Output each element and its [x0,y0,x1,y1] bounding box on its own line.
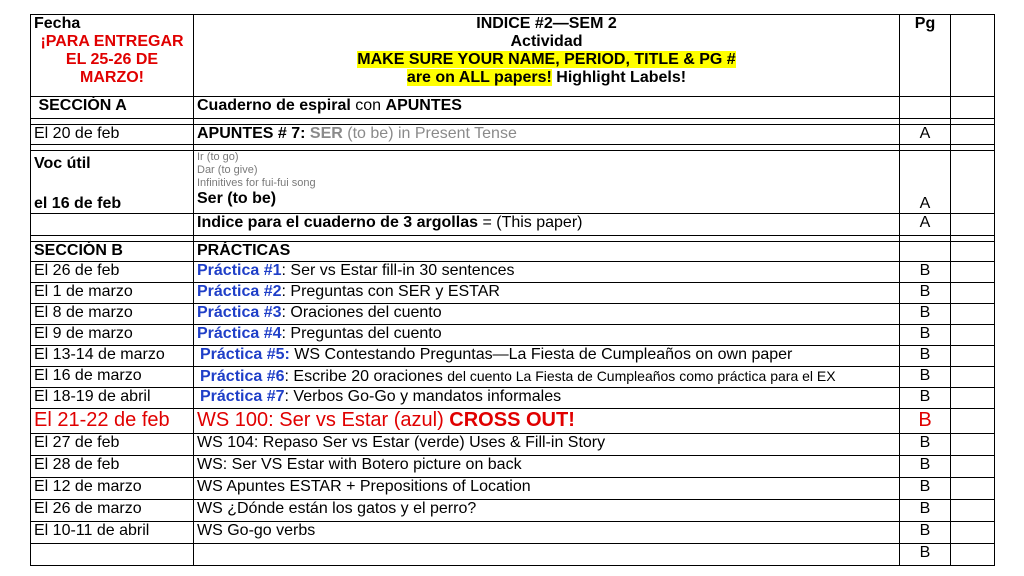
worksheet-pg: B [900,434,951,456]
worksheet-desc: WS 104: Repaso Ser vs Estar (verde) Uses & Fill-in Story [194,434,900,456]
worksheet-date: El 28 de feb [31,456,194,478]
voc-cell [31,151,194,214]
practica-date: El 9 de marzo [31,325,194,346]
indice-pg: A [900,214,951,236]
practica-desc [194,304,900,325]
worksheet-pg: B [900,456,951,478]
instructions-tail: Highlight Labels! [551,69,687,86]
practica-desc [194,346,900,367]
practica-text: : Oraciones del cuento [281,304,442,321]
practica-row [31,262,995,283]
practica-date: El 13-14 de marzo [31,346,194,367]
activity-header-cell [194,15,900,97]
worksheet-row [31,500,995,522]
pg-header-cell: Pg [900,15,951,97]
cross-out-row [31,409,995,434]
practica-text: : Escribe 20 oraciones [284,368,448,385]
practica-desc [194,262,900,283]
header-row [31,15,995,97]
deadline-line-2: EL 25-26 DE [65,51,159,68]
instructions-line-2 [197,69,896,87]
practica-label: Práctica #2 [197,283,282,300]
section-a-label: SECCIÓN A [31,97,194,119]
section-a-row [31,97,995,119]
practica-text-small: del cuento La Fiesta de Cumpleaños como práctica para el EX [447,368,836,384]
cross-out-text: WS 100: Ser vs Estar (azul) [197,409,450,431]
section-b-row [31,242,995,262]
voc-main: Ser (to be) [197,190,277,207]
cross-out-desc [194,409,900,434]
voc-desc [194,151,900,214]
voc-small-3: Infinitives for fui-fui song [197,177,316,189]
instructions-line-1 [197,51,896,69]
worksheet-desc [194,544,900,566]
practica-desc [194,283,900,304]
practica-label: Práctica #3 [197,304,282,321]
practica-date: El 26 de feb [31,262,194,283]
deadline-line-3: MARZO! [80,69,144,86]
voc-date: el 16 de feb [34,195,122,212]
worksheet-desc: WS Apuntes ESTAR + Prepositions of Location [194,478,900,500]
practica-label: Práctica #1 [197,262,282,279]
practica-row [31,367,995,388]
voc-pg: A [900,151,951,214]
voc-label: Voc útil [34,155,91,172]
worksheet-desc: WS Go-go verbs [194,522,900,544]
instructions-highlight-1: MAKE SURE YOUR NAME, PERIOD, TITLE & PG # [357,51,736,68]
practica-pg: B [900,346,951,367]
worksheet-date: El 10-11 de abril [31,522,194,544]
worksheet-desc: WS ¿Dónde están los gatos y el perro? [194,500,900,522]
worksheet-row [31,478,995,500]
worksheet-row [31,544,995,566]
practica-desc [194,367,900,388]
worksheet-pg: B [900,544,951,566]
practica-pg: B [900,367,951,388]
practica-row [31,325,995,346]
worksheet-row [31,456,995,478]
worksheet-desc: WS: Ser VS Estar with Botero picture on back [194,456,900,478]
practica-text: : Preguntas del cuento [281,325,442,342]
worksheet-row [31,522,995,544]
worksheet-pg: B [900,478,951,500]
practica-label: Práctica #4 [197,325,282,342]
apuntes-desc: APUNTES # 7: SER (to be) in Present Tense [194,125,900,145]
fecha-cell [31,15,194,97]
practica-text: WS Contestando Preguntas—La Fiesta de Cumpleaños on own paper [289,346,793,363]
practica-text: : Preguntas con SER y ESTAR [281,283,500,300]
fecha-label: Fecha [34,15,81,32]
cross-out-bold: CROSS OUT! [449,409,575,431]
practica-date: El 18-19 de abril [31,388,194,409]
practica-pg: B [900,304,951,325]
apuntes-row [31,125,995,145]
apuntes-date: El 20 de feb [31,125,194,145]
practica-row [31,388,995,409]
practica-pg: B [900,388,951,409]
practica-label: Práctica #7 [200,388,285,405]
cross-out-pg: B [900,409,951,434]
practica-row [31,283,995,304]
worksheet-pg: B [900,500,951,522]
practica-date: El 1 de marzo [31,283,194,304]
practica-date: El 8 de marzo [31,304,194,325]
deadline-line-1: ¡PARA ENTREGAR [40,33,184,50]
voc-small-2: Dar (to give) [197,164,258,176]
index-table [30,14,995,566]
practica-text: : Verbos Go-Go y mandatos informales [284,388,562,405]
practica-desc [194,388,900,409]
practica-row [31,304,995,325]
practica-pg: B [900,325,951,346]
practica-label: Práctica #6 [200,368,285,385]
apuntes-pg: A [900,125,951,145]
activity-subtitle: Actividad [510,33,583,50]
section-a-desc: Cuaderno de espiral con APUNTES [194,97,900,119]
worksheet-date: El 26 de marzo [31,500,194,522]
practica-text: : Ser vs Estar fill-in 30 sentences [281,262,515,279]
practica-date: El 16 de marzo [31,367,194,388]
worksheet-row [31,434,995,456]
section-a-pg [900,97,951,119]
worksheet-date: El 27 de feb [31,434,194,456]
indice-row [31,214,995,236]
practica-label: Práctica #5: [200,346,290,363]
voc-small-1: Ir (to go) [197,151,239,163]
practica-pg: B [900,283,951,304]
practica-row [31,346,995,367]
worksheet-pg: B [900,522,951,544]
worksheet-date [31,544,194,566]
practica-pg: B [900,262,951,283]
section-b-label: SECCIÓN B [31,242,194,262]
section-b-desc: PRÁCTICAS [194,242,900,262]
extra-header-cell [951,15,995,97]
worksheet-date: El 12 de marzo [31,478,194,500]
practica-desc [194,325,900,346]
cross-out-date: El 21-22 de feb [31,409,194,434]
instructions-highlight-2: are on ALL papers! [406,69,552,86]
indice-desc: Indice para el cuaderno de 3 argollas = (This paper) [194,214,900,236]
voc-row [31,151,995,214]
page-title: INDICE #2—SEM 2 [476,15,617,32]
